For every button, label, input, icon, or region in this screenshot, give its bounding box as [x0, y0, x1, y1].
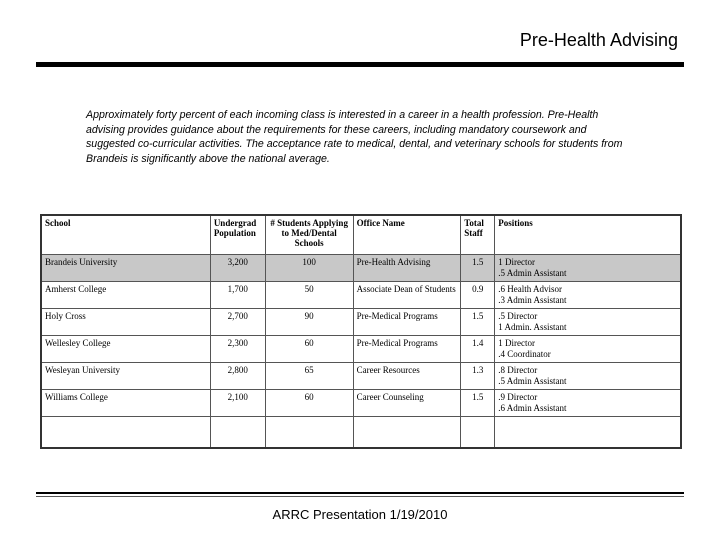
cell-school: Holy Cross: [41, 309, 210, 336]
position-line: 1 Admin. Assistant: [498, 322, 567, 332]
header-population: Undergrad Population: [210, 215, 265, 255]
cell-school: Wesleyan University: [41, 363, 210, 390]
table-row: [41, 309, 681, 336]
empty-cell: [461, 417, 495, 449]
cell-office: Career Resources: [353, 363, 461, 390]
table-row: [41, 390, 681, 417]
table-row: [41, 255, 681, 282]
cell-office: Pre-Medical Programs: [353, 336, 461, 363]
cell-population: 2,800: [210, 363, 265, 390]
header-school: School: [41, 215, 210, 255]
position-line: 1 Director: [498, 257, 535, 267]
cell-office: Pre-Health Advising: [353, 255, 461, 282]
comparison-table: [40, 214, 682, 449]
cell-population: 2,300: [210, 336, 265, 363]
cell-population: 3,200: [210, 255, 265, 282]
header-positions: Positions: [495, 215, 681, 255]
empty-cell: [210, 417, 265, 449]
table-row: [41, 363, 681, 390]
empty-cell: [41, 417, 210, 449]
table-row: [41, 282, 681, 309]
position-line: .8 Director: [498, 365, 538, 375]
cell-students: 50: [265, 282, 353, 309]
table-header-row: [41, 215, 681, 255]
slide-title: Pre-Health Advising: [519, 30, 678, 50]
position-line: .6 Health Advisor: [498, 284, 562, 294]
cell-positions: [495, 390, 681, 417]
cell-students: 100: [265, 255, 353, 282]
cell-office: Pre-Medical Programs: [353, 309, 461, 336]
position-line: .5 Admin Assistant: [498, 376, 567, 386]
position-line: .5 Director: [498, 311, 538, 321]
cell-positions: [495, 309, 681, 336]
cell-school: Brandeis University: [41, 255, 210, 282]
cell-office: Career Counseling: [353, 390, 461, 417]
header-students: # Students Applying to Med/Dental Schools: [265, 215, 353, 255]
top-divider: [36, 62, 684, 67]
cell-staff: 0.9: [461, 282, 495, 309]
cell-students: 90: [265, 309, 353, 336]
cell-students: 60: [265, 390, 353, 417]
cell-staff: 1.5: [461, 255, 495, 282]
cell-positions: [495, 282, 681, 309]
cell-staff: 1.3: [461, 363, 495, 390]
cell-staff: 1.5: [461, 390, 495, 417]
cell-staff: 1.5: [461, 309, 495, 336]
position-line: .4 Coordinator: [498, 349, 551, 359]
empty-cell: [495, 417, 681, 449]
cell-positions: [495, 336, 681, 363]
cell-population: 2,700: [210, 309, 265, 336]
position-line: .9 Director: [498, 392, 538, 402]
position-line: .6 Admin Assistant: [498, 403, 567, 413]
empty-table-row: [41, 417, 681, 449]
header-office: Office Name: [353, 215, 461, 255]
cell-students: 65: [265, 363, 353, 390]
cell-population: 1,700: [210, 282, 265, 309]
cell-office: Associate Dean of Students: [353, 282, 461, 309]
cell-school: Amherst College: [41, 282, 210, 309]
cell-school: Wellesley College: [41, 336, 210, 363]
bottom-divider: [36, 492, 684, 494]
cell-population: 2,100: [210, 390, 265, 417]
intro-paragraph: Approximately forty percent of each incoming class is interested in a career in a health profession. Pre-Health advising provides guidance about the requirements for these careers, including mandatory coursework and suggested co-curricular activities. The acceptance rate to medical, dental, and veterinary schools for students from Brandeis is significantly above the national average.: [86, 109, 623, 165]
position-line: 1 Director: [498, 338, 535, 348]
cell-staff: 1.4: [461, 336, 495, 363]
header-staff: Total Staff: [461, 215, 495, 255]
position-line: .3 Admin Assistant: [498, 295, 567, 305]
cell-students: 60: [265, 336, 353, 363]
cell-positions: [495, 255, 681, 282]
table-row: [41, 336, 681, 363]
empty-cell: [353, 417, 461, 449]
slide-footer: ARRC Presentation 1/19/2010: [272, 507, 448, 522]
empty-cell: [265, 417, 353, 449]
position-line: .5 Admin Assistant: [498, 268, 567, 278]
bottom-divider-thin: [36, 496, 684, 497]
cell-school: Williams College: [41, 390, 210, 417]
cell-positions: [495, 363, 681, 390]
